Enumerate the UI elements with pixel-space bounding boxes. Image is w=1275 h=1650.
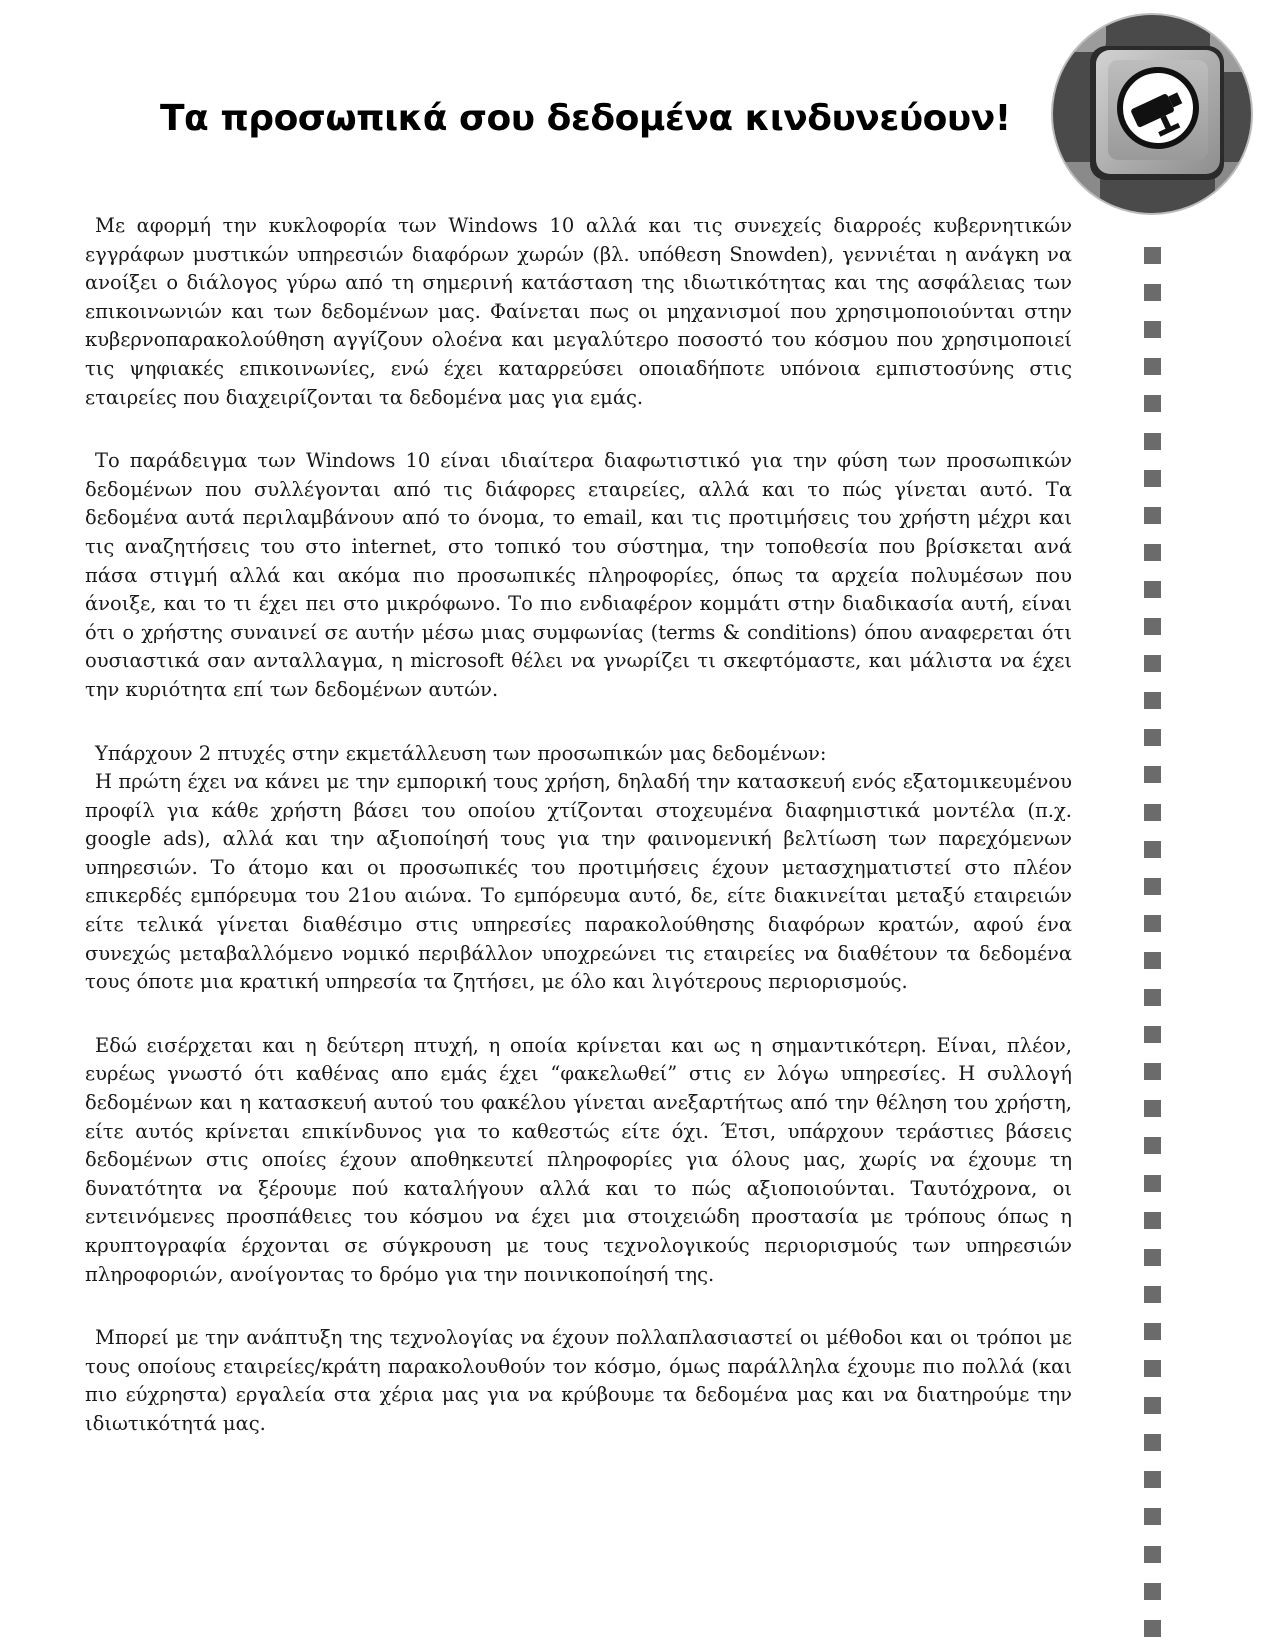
filmstrip-square (1144, 1249, 1161, 1266)
filmstrip-square (1144, 766, 1161, 783)
filmstrip-square (1144, 544, 1161, 561)
filmstrip-square (1144, 1583, 1161, 1600)
filmstrip-square (1144, 878, 1161, 895)
filmstrip-square (1144, 470, 1161, 487)
filmstrip-square (1144, 1620, 1161, 1637)
filmstrip-square (1144, 1286, 1161, 1303)
filmstrip-square (1144, 321, 1161, 338)
filmstrip-square (1144, 1137, 1161, 1154)
filmstrip-square (1144, 581, 1161, 598)
surveillance-camera-key-icon (1050, 12, 1254, 216)
paragraph-second-aspect: Εδώ εισέρχεται και η δεύτερη πτυχή, η οποία κρίνεται και ως η σημαντικότερη. Είναι, πλέον, ευρέως γνωστό ότι καθένας απο εμάς έχει “φακελωθεί” στις εν λόγω υπηρεσίες. Η συλλογή δεδομένων και η κατασκευή αυτού του φακέλου γίνεται ανεξαρτήτως από την θέληση του χρήστη, είτε αυτός κρίνεται επικίνδυνος για το καθεστώς είτε όχι. Έτσι, υπάρχουν τεράστιες βάσεις δεδομένων στις οποίες έχουν αποθηκευτεί πληροφορίες για όλους μας, χωρίς να έχουμε τη δυνατότητα να ξέρουμε πού καταλήγουν αλλά και το πώς αξιοποιούνται. Ταυτόχρονα, οι εντεινόμενες προσπάθειες του κόσμου να έχει μια στοιχειώδη προστασία με τρόπους όπως η κρυπτογραφία έρχονται σε σύγκρουση με τους τεχνολογικούς περιορισμούς των υπηρεσιών πληροφοριών, ανοίγοντας το δρόμο για την ποινικοποίησή της. (85, 1033, 1072, 1286)
paragraph-windows-example: Το παράδειγμα των Windows 10 είναι ιδιαίτερα διαφωτιστικό για την φύση των προσωπικών δεδομένων που συλλέγονται από τις διάφορες εταιρείες, αλλά και το πώς γίνεται αυτό. Τα δεδομένα αυτά περιλαμβάνουν από το όνομα, το email, και τις προτιμήσεις του χρήστη μέχρι και τις αναζητήσεις του στο internet, στο τοπικό του σύστημα, την τοποθεσία που βρίσκεται ανά πάσα στιγμή αλλά και ακόμα πιο προσωπικές πληροφορίες, όπως τα αρχεία πολυμέσων που άνοιξε, και το τι έχει πει στο μικρόφωνο. Το πιο ενδιαφέρον κομμάτι στην διαδικασία αυτή, είναι ότι ο χρήστης συναινεί σε αυτήν μέσω μιας συμφωνίας (terms & conditions) όπου αναφερεται ότι ουσιαστικά σαν ανταλλαγμα, η microsoft θέλει να γνωρίζει τι σκεφτόμαστε, και μάλιστα να έχει την κυριότητα επί των δεδομένων αυτών. (85, 449, 1072, 701)
paragraph-first-aspect: Η πρώτη έχει να κάνει με την εμπορική τους χρήση, δηλαδή την κατασκευή ενός εξατομικευμένου προφίλ για κάθε χρήστη βάσει του οποίου χτίζονται στοχευμένα διαφημιστικά μοντέλα (π.χ. google ads), αλλά και την αξιοποίησή τους για την φαινομενική βελτίωση των παρεχόμενων υπηρεσιών. Το άτομο και οι προσωπικές του προτιμήσεις έχουν μετασχηματιστεί στο πλέον επικερδές εμπόρευμα του 21ου αιώνα. Το εμπόρευμα αυτό, δε, είτε διακινείται μεταξύ εταιρειών είτε τελικά γίνεται διαθέσιμο στις υπηρεσίες παρακολούθησης διαφόρων κρατών, αφού ένα συνεχώς μεταβαλλόμενο νομικό περιβάλλον υποχρεώνει τις εταιρείες να διαθέτουν τα δεδομένα τους όποτε μια κρατική υπηρεσία τα ζητήσει, με όλο και λιγότερους περιορισμούς. (85, 770, 1072, 994)
filmstrip-square (1144, 507, 1161, 524)
filmstrip-square (1144, 1508, 1161, 1525)
filmstrip-square (1144, 433, 1161, 450)
filmstrip-border (1144, 247, 1161, 1647)
filmstrip-square (1144, 989, 1161, 1006)
filmstrip-square (1144, 1323, 1161, 1340)
filmstrip-square (1144, 1063, 1161, 1080)
filmstrip-square (1144, 1434, 1161, 1451)
filmstrip-square (1144, 1397, 1161, 1414)
filmstrip-square (1144, 1100, 1161, 1117)
paragraph-conclusion: Μπορεί με την ανάπτυξη της τεχνολογίας να έχουν πολλαπλασιαστεί οι μέθοδοι και οι τρόποι με τους οποίους εταιρείες/κράτη παρακολουθούν τον κόσμο, όμως παράλληλα έχουμε πιο πολλά (και πιο εύχρηστα) εργαλεία στα χέρια μας για να κρύβουμε τα δεδομένα μας και να διατηρούμε την ιδιωτικότητά μας. (85, 1326, 1072, 1435)
article-body (85, 212, 1072, 1474)
filmstrip-square (1144, 1471, 1161, 1488)
filmstrip-square (1144, 1546, 1161, 1563)
filmstrip-square (1144, 1212, 1161, 1229)
filmstrip-square (1144, 395, 1161, 412)
filmstrip-square (1144, 804, 1161, 821)
filmstrip-square (1144, 1175, 1161, 1192)
page-title: Τα προσωπικά σου δεδομένα κινδυνεύουν! (160, 98, 1011, 139)
filmstrip-square (1144, 247, 1161, 264)
filmstrip-square (1144, 692, 1161, 709)
filmstrip-square (1144, 284, 1161, 301)
filmstrip-square (1144, 952, 1161, 969)
filmstrip-square (1144, 618, 1161, 635)
filmstrip-square (1144, 841, 1161, 858)
filmstrip-square (1144, 655, 1161, 672)
filmstrip-square (1144, 1360, 1161, 1377)
paragraph-intro: Με αφορμή την κυκλοφορία των Windows 10 αλλά και τις συνεχείς διαρροές κυβερνητικών εγγράφων μυστικών υπηρεσιών διαφόρων χωρών (βλ. υπόθεση Snowden), γεννιέται η ανάγκη να ανοίξει ο διάλογος γύρω από τη σημερινή κατάσταση της ιδιωτικότητας και της ασφάλειας των επικοινωνιών και των δεδομένων μας. Φαίνεται πως οι μηχανισμοί που χρησιμοποιούνται στην κυβερνοπαρακολούθηση αγγίζουν ολοένα και μεγαλύτερο ποσοστό του κόσμου που χρησιμοποιεί τις ψηφιακές επικοινωνίες, ενώ έχει καταρρεύσει οποιαδήποτε υπόνοια εμπιστοσύνης στις εταιρείες που διαχειρίζονται τα δεδομένα μας για εμάς. (85, 214, 1072, 409)
paragraph-two-aspects: Υπάρχουν 2 πτυχές στην εκμετάλλευση των προσωπικών μας δεδομένων: (95, 741, 827, 765)
filmstrip-square (1144, 1026, 1161, 1043)
filmstrip-square (1144, 729, 1161, 746)
filmstrip-square (1144, 358, 1161, 375)
filmstrip-square (1144, 915, 1161, 932)
